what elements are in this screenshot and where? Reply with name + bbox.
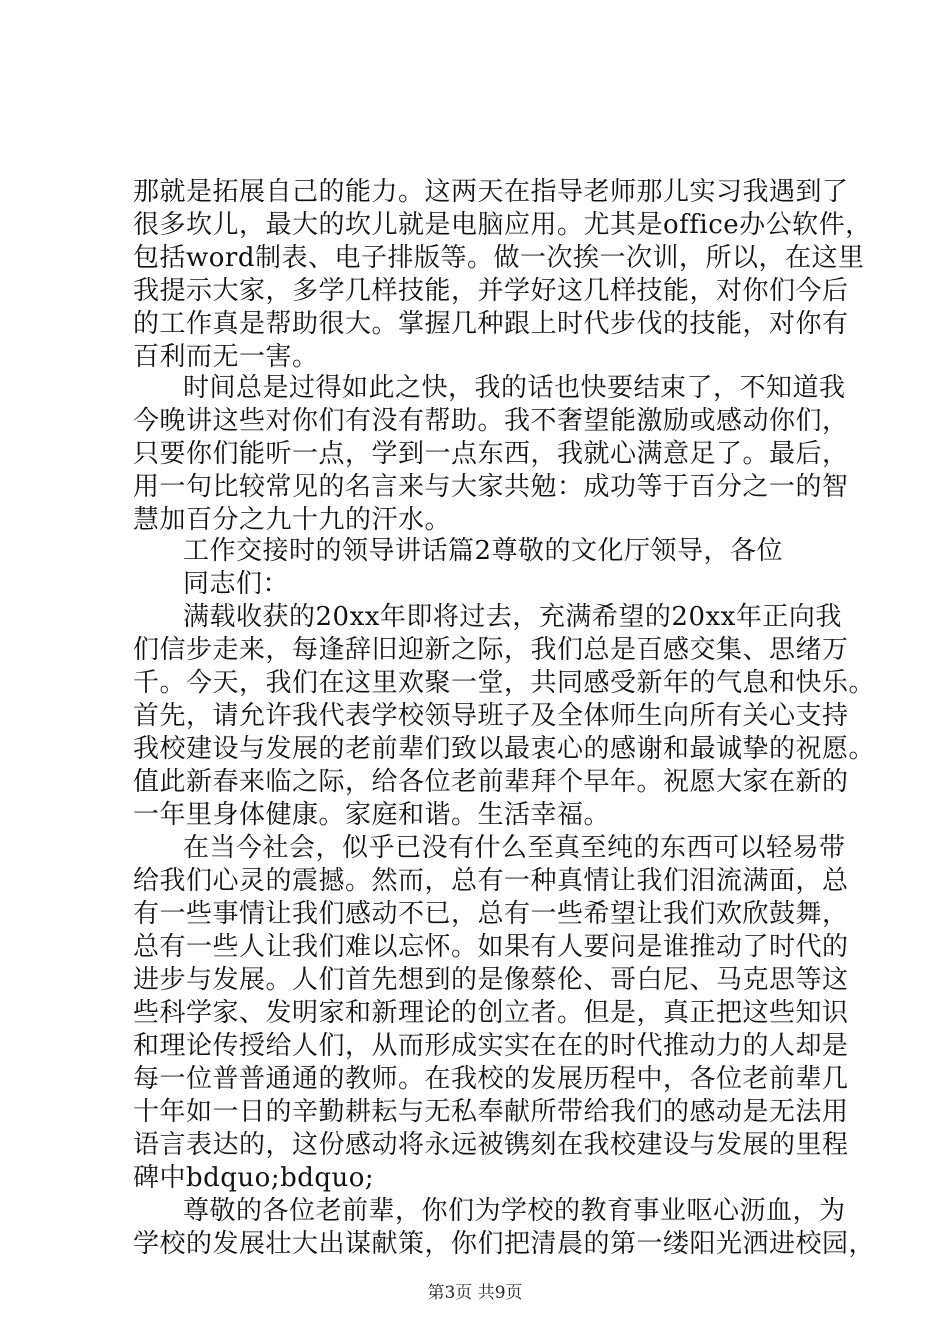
text-line: 在当今社会，似乎已没有什么至真至纯的东西可以轻易带: [183, 833, 846, 863]
text-line: 每一位普普通通的教师。在我校的发展历程中，各位老前辈几: [133, 1064, 849, 1094]
text-line: 时间总是过得如此之快，我的话也快要结束了，不知道我: [183, 373, 846, 403]
section-heading: 工作交接时的领导讲话篇2尊敬的文化厅领导，各位: [183, 536, 784, 566]
text-line: 那就是拓展自己的能力。这两天在指导老师那儿实习我遇到了: [133, 177, 849, 207]
page-number-footer: 第3页 共9页: [427, 1283, 523, 1303]
text-line: 用一句比较常见的名言来与大家共勉：成功等于百分之一的智: [133, 472, 849, 502]
text-line: 总有一些人让我们难以忘怀。如果有人要问是谁推动了时代的: [133, 932, 849, 962]
text-line: 进步与发展。人们首先想到的是像蔡伦、哥白尼、马克思等这: [133, 965, 849, 995]
text-line: 一年里身体健康。家庭和谐。生活幸福。: [133, 800, 611, 830]
text-line: 只要你们能听一点，学到一点东西，我就心满意足了。最后，: [133, 439, 849, 469]
text-line: 今晚讲这些对你们有没有帮助。我不奢望能激励或感动你们，: [133, 406, 849, 436]
text-line: 首先，请允许我代表学校领导班子及全体师生向所有关心支持: [133, 701, 849, 731]
text-line: 我提示大家，多学几样技能，并学好这几样技能，对你们今后: [133, 276, 849, 306]
text-line: 给我们心灵的震撼。然而，总有一种真情让我们泪流满面，总: [133, 866, 849, 896]
text-line: 们信步走来，每逢辞旧迎新之际，我们总是百感交集、思绪万: [133, 635, 849, 665]
text-line: 包括word制表、电子排版等。做一次挨一次训，所以，在这里: [133, 243, 865, 273]
text-line: 尊敬的各位老前辈，你们为学校的教育事业呕心沥血，为: [183, 1196, 846, 1226]
text-line: 些科学家、发明家和新理论的创立者。但是，真正把这些知识: [133, 998, 849, 1028]
text-line: 我校建设与发展的老前辈们致以最衷心的感谢和最诚挚的祝愿。: [133, 734, 876, 764]
text-line: 十年如一日的辛勤耕耘与无私奉献所带给我们的感动是无法用: [133, 1097, 849, 1127]
text-line: 值此新春来临之际，给各位老前辈拜个早年。祝愿大家在新的: [133, 767, 849, 797]
text-line: 很多坎儿，最大的坎儿就是电脑应用。尤其是office办公软件，: [133, 210, 872, 240]
text-line: 千。今天，我们在这里欢聚一堂，共同感受新年的气息和快乐。: [133, 668, 876, 698]
salutation: 同志们：: [183, 569, 290, 599]
text-line: 有一些事情让我们感动不已，总有一些希望让我们欢欣鼓舞，: [133, 899, 849, 929]
text-line: 的工作真是帮助很大。掌握几种跟上时代步伐的技能，对你有: [133, 309, 849, 339]
text-line: 百利而无一害。: [133, 342, 319, 372]
text-line: 慧加百分之九十九的汗水。: [133, 505, 452, 535]
text-line: 碑中bdquo;bdquo;: [133, 1163, 375, 1193]
text-line: 满载收获的20xx年即将过去，充满希望的20xx年正向我: [183, 602, 842, 632]
text-line: 学校的发展壮大出谋献策，你们把清晨的第一缕阳光洒进校园，: [133, 1229, 876, 1259]
text-line: 和理论传授给人们，从而形成实实在在的时代推动力的人却是: [133, 1031, 849, 1061]
text-line: 语言表达的，这份感动将永远被镌刻在我校建设与发展的里程: [133, 1130, 849, 1160]
